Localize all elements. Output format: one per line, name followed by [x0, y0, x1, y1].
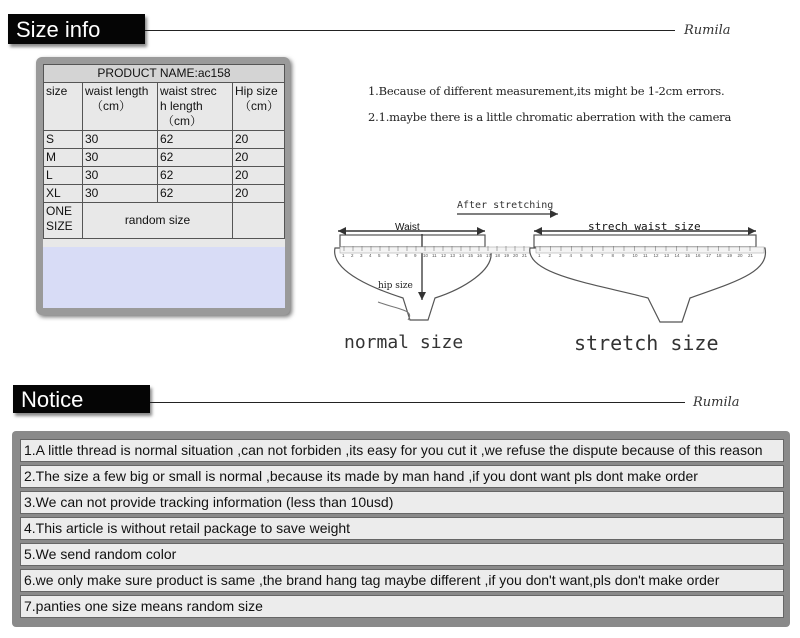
row-strech: 62 — [158, 185, 233, 203]
empty-cell — [233, 203, 285, 239]
ruler-label: 6 — [387, 253, 390, 258]
ruler-label: 7 — [601, 253, 604, 258]
list-item: 3.We can not provide tracking information (less than 10usd) — [20, 491, 784, 514]
ruler-label: 1 — [538, 253, 541, 258]
row-waist: 30 — [83, 167, 158, 185]
ruler-label: 21 — [748, 253, 754, 258]
ruler-label: 15 — [468, 253, 474, 258]
list-item: 7.panties one size means random size — [20, 595, 784, 618]
stretch-diagram — [330, 190, 770, 355]
ruler-label: 3 — [559, 253, 562, 258]
header-size: size — [44, 83, 83, 131]
notice-signature: Rumila — [693, 395, 740, 410]
note-chromatic: 2.1.maybe there is a little chromatic aberration with the camera — [368, 110, 732, 124]
header-hip-size — [233, 83, 285, 131]
one-size-label — [44, 203, 83, 239]
normal-panty-illustration — [335, 227, 530, 320]
row-hip: 20 — [233, 167, 285, 185]
notice-title: Notice — [21, 387, 84, 412]
stretch-size-label: stretch size — [574, 331, 719, 355]
table-header-row — [44, 83, 285, 131]
size-info-banner — [8, 14, 145, 44]
stretched-panty-illustration — [530, 227, 766, 322]
ruler-label: 13 — [450, 253, 456, 258]
ruler-label: 8 — [405, 253, 408, 258]
table-row — [44, 131, 285, 149]
table-row — [44, 167, 285, 185]
ruler-label: 15 — [685, 253, 691, 258]
header-waist-strech-line1: waist strec — [160, 84, 217, 98]
size-info-title: Size info — [16, 17, 101, 42]
ruler-label: 16 — [477, 253, 483, 258]
ruler-label: 9 — [414, 253, 417, 258]
normal-size-label: normal size — [344, 332, 464, 353]
ruler-label: 17 — [486, 253, 492, 258]
header-hip-line2: （cm） — [239, 99, 279, 113]
ruler-label: 8 — [611, 253, 615, 258]
ruler-label: 12 — [653, 253, 659, 258]
ruler-label: 2 — [351, 253, 354, 258]
ruler-label: 14 — [459, 253, 465, 258]
ruler-label: 4 — [369, 253, 372, 258]
ruler-label: 16 — [695, 253, 701, 258]
size-table — [43, 64, 285, 239]
header-divider — [145, 30, 675, 31]
list-item: 2.The size a few big or small is normal ,because its made by man hand ,if you dont want pls dont make order — [20, 465, 784, 488]
product-name: PRODUCT NAME:ac158 — [44, 65, 285, 83]
note-measurement: 1.Because of different measurement,its might be 1-2cm errors. — [368, 84, 725, 98]
list-item: 4.This article is without retail package to save weight — [20, 517, 784, 540]
strech-waist-size-label: strech waist size — [588, 220, 701, 233]
list-item: 6.we only make sure product is same ,the brand hang tag maybe different ,if you don't want,pls don't make order — [20, 569, 784, 592]
ruler-label: 10 — [423, 253, 429, 258]
ruler-label: 6 — [590, 253, 594, 258]
ruler-label: 10 — [632, 253, 638, 258]
row-hip: 20 — [233, 149, 285, 167]
ruler-label: 20 — [513, 253, 519, 258]
ruler-label: 1 — [342, 253, 345, 258]
ruler-label: 19 — [504, 253, 510, 258]
ruler-label: 21 — [522, 253, 528, 258]
list-item: 5.We send random color — [20, 543, 784, 566]
random-size-cell: random size — [83, 203, 233, 239]
header-waist-length — [83, 83, 158, 131]
row-hip: 20 — [233, 185, 285, 203]
ruler-label: 9 — [622, 253, 625, 258]
ruler-label: 5 — [580, 253, 583, 258]
header-waist-length-line2: （cm） — [91, 99, 131, 113]
row-hip: 20 — [233, 131, 285, 149]
size-table-frame — [36, 57, 290, 315]
table-row-one-size — [44, 203, 285, 239]
ruler-label: 17 — [706, 253, 712, 258]
ruler-label: 14 — [674, 253, 680, 258]
one-size-line2: SIZE — [46, 219, 73, 233]
ruler-label: 20 — [737, 253, 743, 258]
row-size: L — [44, 167, 83, 185]
row-waist: 30 — [83, 185, 158, 203]
table-row — [44, 149, 285, 167]
row-waist: 30 — [83, 149, 158, 167]
ruler-label: 18 — [716, 253, 722, 258]
list-item: 1.A little thread is normal situation ,can not forbiden ,its easy for you cut it ,we refuse the dispute because of this reason — [20, 439, 784, 462]
one-size-line1: ONE — [46, 204, 73, 218]
ruler-label: 2 — [548, 253, 552, 258]
after-stretching-label: After stretching — [457, 200, 554, 211]
ruler-label: 18 — [495, 253, 501, 258]
row-strech: 62 — [158, 149, 233, 167]
header-waist-strech-line3: （cm） — [162, 114, 202, 128]
header-waist-length-line1: waist length — [85, 84, 149, 98]
table-row — [44, 185, 285, 203]
notice-list — [12, 431, 790, 627]
ruler-label: 11 — [643, 253, 648, 258]
header-hip-line1: Hip size — [235, 84, 278, 98]
ruler-label: 7 — [396, 253, 399, 258]
notice-banner — [13, 385, 150, 413]
size-table-footer-panel — [43, 247, 285, 308]
row-strech: 62 — [158, 167, 233, 185]
ruler-label: 11 — [432, 253, 437, 258]
row-size: S — [44, 131, 83, 149]
header-signature: Rumila — [684, 23, 731, 38]
row-strech: 62 — [158, 131, 233, 149]
ruler-label: 3 — [360, 253, 363, 258]
row-size: M — [44, 149, 83, 167]
header-waist-strech — [158, 83, 233, 131]
row-size: XL — [44, 185, 83, 203]
header-waist-strech-line2: h length — [160, 99, 203, 113]
hip-size-label: hip size — [378, 281, 413, 291]
ruler-label: 4 — [569, 253, 573, 258]
ruler-label: 19 — [727, 253, 733, 258]
waist-label: Waist — [395, 222, 420, 233]
ruler-label: 5 — [378, 253, 381, 258]
ruler-label: 13 — [664, 253, 670, 258]
ruler-label: 12 — [441, 253, 447, 258]
row-waist: 30 — [83, 131, 158, 149]
notice-divider — [150, 402, 685, 403]
